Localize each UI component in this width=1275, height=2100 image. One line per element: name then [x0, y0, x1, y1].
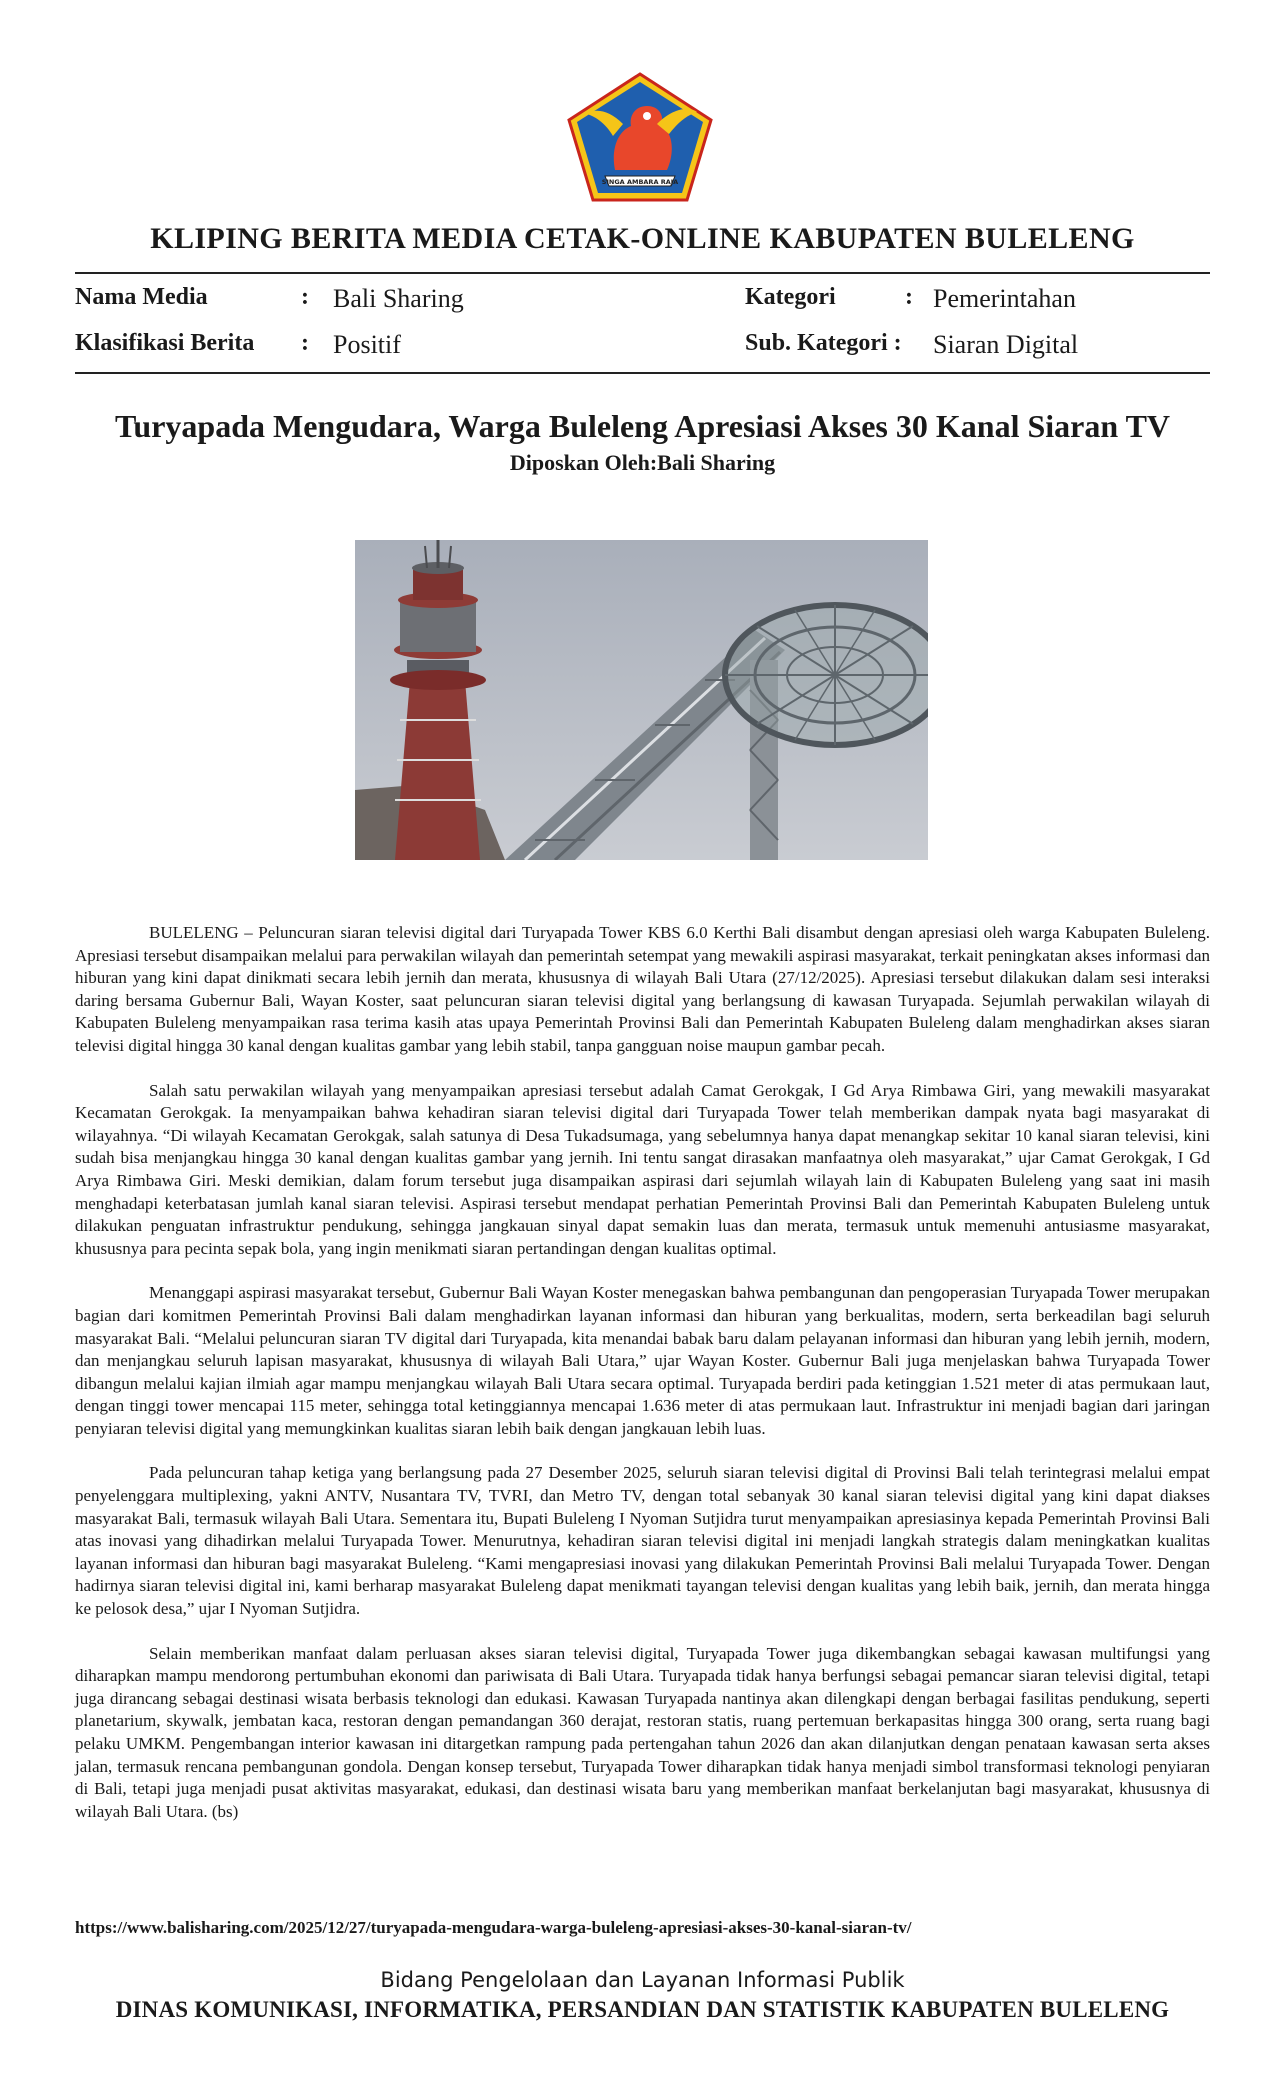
meta-value: Pemerintahan [933, 284, 1076, 313]
meta-label: Sub. Kategori : [745, 330, 902, 356]
article-body [75, 922, 1210, 1845]
meta-sub-kategori [745, 328, 1210, 360]
turyapada-tower-photo [355, 540, 928, 860]
meta-kategori [745, 282, 1210, 314]
clipping-page [75, 0, 1210, 2100]
meta-colon: : [301, 284, 309, 310]
article-paragraph: Menanggapi aspirasi masyarakat tersebut, Gubernur Bali Wayan Koster menegaskan bahwa pembangunan dan pengoperasian Turyapada Tower merupakan bagian dari komitmen Pemerintah Provinsi Bali dalam menghadirkan layanan informasi dan hiburan yang berkualitas, modern, serta berkeadilan bagi seluruh masyarakat Bali. “Melalui peluncuran siaran TV digital dari Turyapada, kita menandai babak baru dalam pelayanan informasi dan hiburan yang lebih jernih, modern, dan menjangkau seluruh lapisan masyarakat, khususnya di wilayah Bali Utara,” ujar Wayan Koster. Gubernur Bali juga menjelaskan bahwa Turyapada Tower dibangun melalui kajian ilmiah agar mampu menjangkau wilayah Bali Utara secara optimal. Turyapada berdiri pada ketinggian 1.521 meter di atas permukaan laut, dengan tinggi tower mencapai 115 meter, sehingga total ketinggiannya mencapai 1.636 meter di atas permukaan laut. Infrastruktur ini menjadi bagian dari jaringan penyiaran televisi digital yang memungkinkan kualitas siaran lebih baik dengan jangkauan lebih luas. [75, 1283, 1210, 1438]
footer-department: Bidang Pengelolaan dan Layanan Informasi Publik [380, 1968, 905, 1992]
meta-klasifikasi [75, 328, 675, 360]
source-url-link[interactable]: https://www.balisharing.com/2025/12/27/turyapada-mengudara-warga-buleleng-apresiasi-akses-30-kanal-siaran-tv/ [75, 1918, 912, 1937]
meta-colon: : [301, 330, 309, 356]
meta-value: Siaran Digital [933, 330, 1079, 359]
bottom-divider [75, 372, 1210, 374]
article-paragraph: Pada peluncuran tahap ketiga yang berlangsung pada 27 Desember 2025, seluruh siaran televisi digital di Provinsi Bali telah terintegrasi melalui empat penyelenggara multiplexing, yakni ANTV, Nusantara TV, TVRI, dan Metro TV, dengan total sebanyak 30 kanal siaran televisi digital yang kini dapat diakses masyarakat Bali, termasuk wilayah Bali Utara. Sementara itu, Bupati Buleleng I Nyoman Sutjidra turut menyampaikan apresiasinya kepada Pemerintah Provinsi Bali atas inovasi yang dihadirkan melalui Turyapada Tower. Menurutnya, kehadiran siaran televisi digital ini menjadi langkah strategis dalam meningkatkan kualitas layanan informasi dan hiburan bagi masyarakat Buleleng. “Kami mengapresiasi inovasi yang dilakukan Pemerintah Provinsi Bali melalui Turyapada Tower. Dengan hadirnya siaran televisi digital ini, kami berharap masyarakat Buleleng dapat menikmati tayangan televisi dengan kualitas yang lebih baik, jernih, dan merata hingga ke pelosok desa,” ujar I Nyoman Sutjidra. [75, 1463, 1210, 1619]
buleleng-emblem-logo [565, 72, 715, 202]
meta-label: Klasifikasi Berita [75, 330, 255, 356]
emblem-icon [565, 72, 715, 202]
top-divider [75, 272, 1210, 274]
article-byline: Diposkan Oleh:Bali Sharing [509, 450, 776, 475]
document-title: KLIPING BERITA MEDIA CETAK-ONLINE KABUPATEN BULELENG [150, 222, 1135, 255]
meta-value: Positif [333, 330, 401, 359]
article-title: Turyapada Mengudara, Warga Buleleng Apresiasi Akses 30 Kanal Siaran TV [114, 408, 1171, 444]
article-paragraph: BULELENG – Peluncuran siaran televisi digital dari Turyapada Tower KBS 6.0 Kerthi Bali disambut dengan apresiasi oleh warga Kabupaten Buleleng. Apresiasi tersebut disampaikan melalui para perwakilan wilayah dan pemerintah setempat yang mewakili aspirasi masyarakat, terkait peningkatan akses informasi dan hiburan yang kini dapat dinikmati secara lebih jernih dan merata, khususnya di wilayah Bali Utara (27/12/2025). Apresiasi tersebut dilakukan dalam sesi interaksi daring bersama Gubernur Bali, Wayan Koster, saat peluncuran siaran televisi digital yang berlangsung di kawasan Turyapada. Sejumlah perwakilan wilayah di Kabupaten Buleleng menyampaikan rasa terima kasih atas upaya Pemerintah Provinsi Bali dan Pemerintah Kabupaten Buleleng dalam menghadirkan akses siaran televisi digital hingga 30 kanal dengan kualitas gambar yang lebih stabil, tanpa gangguan noise maupun gambar pecah. [75, 923, 1210, 1055]
meta-value: Bali Sharing [333, 284, 464, 313]
meta-label: Nama Media [75, 284, 208, 310]
emblem-motto: SINGA AMBARA RAJA [601, 178, 679, 186]
meta-nama-media [75, 282, 675, 314]
article-paragraph: Selain memberikan manfaat dalam perluasan akses siaran televisi digital, Turyapada Tower juga dikembangkan sebagai kawasan multifungsi yang diharapkan mampu mendorong pertumbuhan ekonomi dan pariwisata di Bali Utara. Turyapada tidak hanya berfungsi sebagai pemancar siaran televisi digital, tetapi juga dirancang sebagai destinasi wisata berbasis teknologi dan edukasi. Kawasan Turyapada nantinya akan dilengkapi dengan berbagai fasilitas pendukung, seperti planetarium, skywalk, jembatan kaca, restoran dengan pemandangan 360 derajat, restoran statis, ruang pertemuan berkapasitas hingga 300 orang, serta ruang bagi pelaku UMKM. Pengembangan interior kawasan ini ditargetkan rampung pada pertengahan tahun 2026 dan akan dilanjutkan dengan penataan kawasan serta akses jalan, termasuk rencana pembangunan gondola. Dengan konsep tersebut, Turyapada Tower diharapkan tidak hanya menjadi simbol transformasi teknologi penyiaran di Bali, tetapi juga menjadi pusat aktivitas masyarakat, edukasi, dan destinasi wisata baru yang memberikan manfaat berkelanjutan bagi masyarakat, khususnya di wilayah Bali Utara. (bs) [75, 1643, 1210, 1821]
article-photo [355, 540, 928, 860]
footer-agency: DINAS KOMUNIKASI, INFORMATIKA, PERSANDIAN DAN STATISTIK KABUPATEN BULELENG [115, 1997, 1170, 2022]
meta-label: Kategori [745, 284, 836, 310]
meta-colon: : [905, 284, 913, 310]
article-paragraph: Salah satu perwakilan wilayah yang menyampaikan apresiasi tersebut adalah Camat Gerokgak, I Gd Arya Rimbawa Giri, yang mewakili masyarakat Kecamatan Gerokgak. Ia menyampaikan bahwa kehadiran siaran televisi digital dari Turyapada Tower telah memberikan dampak nyata bagi masyarakat di wilayahnya. “Di wilayah Kecamatan Gerokgak, salah satunya di Desa Tukadsumaga, yang sebelumnya hanya dapat menangkap sekitar 10 kanal siaran televisi, kini sudah bisa menjangkau hingga 30 kanal dengan kualitas gambar yang jernih. Ini tentu sangat dirasakan manfaatnya oleh masyarakat,” ujar Camat Gerokgak, I Gd Arya Rimbawa Giri. Meski demikian, dalam forum tersebut juga disampaikan aspirasi dari sejumlah wilayah lain di Kabupaten Buleleng yang saat ini masih menghadapi keterbatasan jumlah kanal siaran televisi. Aspirasi tersebut mendapat perhatian Pemerintah Provinsi Bali dan Pemerintah Kabupaten Buleleng untuk dilakukan penguatan infrastruktur pendukung, sehingga jangkauan sinyal dapat semakin luas dan merata, termasuk untuk memenuhi antusiasme masyarakat, khususnya para pecinta sepak bola, yang ingin menikmati siaran pertandingan dengan kualitas optimal. [75, 1080, 1210, 1258]
